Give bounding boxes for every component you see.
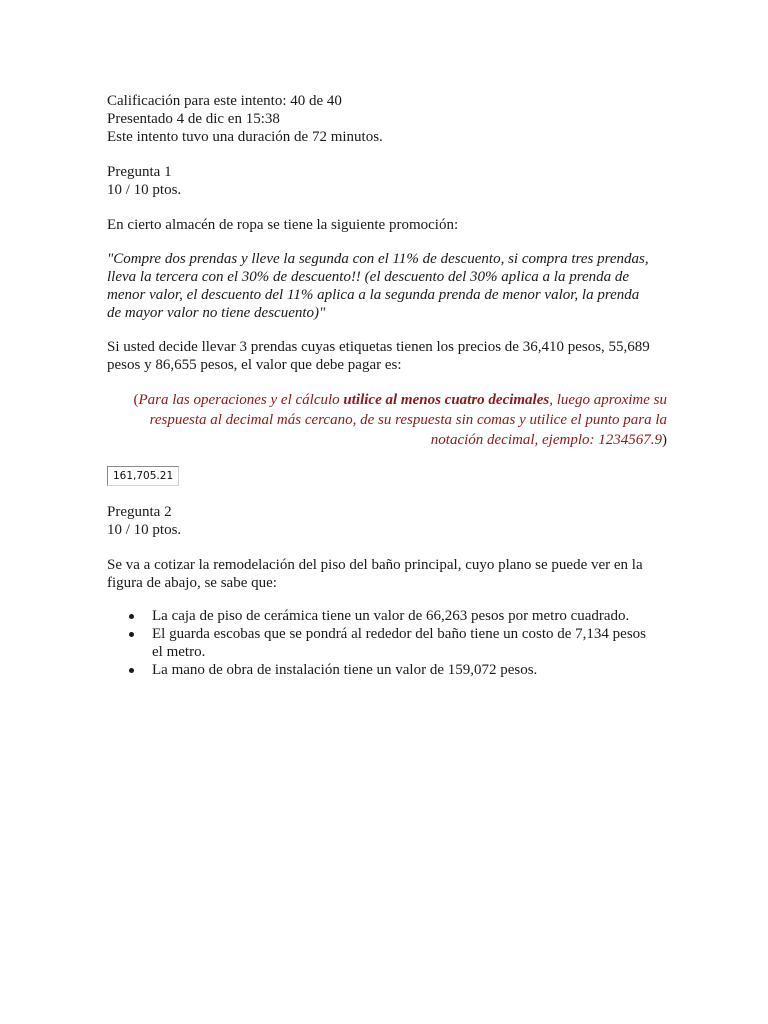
question-2	[107, 503, 667, 679]
note-line-3-text: notación decimal, ejemplo: 1234567.9	[430, 432, 662, 448]
quote-line: menor valor, el descuento del 11% aplica a la segunda prenda de menor valor, la prenda	[107, 287, 640, 303]
duration-text: Este intento tuvo una duración de 72 minutos.	[107, 129, 383, 145]
question-1	[107, 163, 667, 486]
note-bold: utilice al menos cuatro decimales	[343, 392, 550, 408]
bullet-icon	[129, 632, 134, 637]
quote-line: de mayor valor no tiene descuento)"	[107, 305, 326, 321]
note-line-1	[107, 390, 667, 410]
note-part-1: Para las operaciones y el cálculo	[138, 392, 344, 408]
note-open-paren: (	[133, 392, 139, 408]
question-line: pesos y 86,655 pesos, el valor que debe pagar es:	[107, 357, 402, 373]
question-1-intro: En cierto almacén de ropa se tiene la siguiente promoción:	[107, 217, 459, 233]
answer-field[interactable]: 161,705.21	[107, 466, 179, 486]
note-part-2: , luego aproxime su	[549, 392, 667, 408]
question-2-points: 10 / 10 ptos.	[107, 522, 182, 538]
rounding-instructions	[107, 390, 667, 450]
list-item-text-cont: el metro.	[152, 644, 206, 660]
question-2-title: Pregunta 2	[107, 504, 172, 520]
intro-line: figura de abajo, se sabe que:	[107, 575, 277, 591]
intro-line: Se va a cotizar la remodelación del piso del baño principal, cuyo plano se puede ver en la	[107, 557, 643, 573]
question-1-text	[107, 338, 667, 374]
grade-text: Calificación para este intento: 40 de 40	[107, 93, 342, 109]
list-item-text: La caja de piso de cerámica tiene un valor de 66,263 pesos por metro cuadrado.	[152, 608, 630, 624]
note-close-paren: )	[662, 432, 667, 448]
quote-line: lleva la tercera con el 30% de descuento!! (el descuento del 30% aplica a la prenda de	[107, 269, 630, 285]
list-item	[107, 661, 667, 679]
bullet-icon	[129, 668, 134, 673]
note-line-2: respuesta al decimal más cercano, de su respuesta sin comas y utilice el punto para la	[149, 412, 667, 428]
question-1-title: Pregunta 1	[107, 164, 172, 180]
question-1-points: 10 / 10 ptos.	[107, 182, 182, 198]
question-line: Si usted decide llevar 3 prendas cuyas etiquetas tienen los precios de 36,410 pesos, 55,689	[107, 339, 650, 355]
promotion-quote	[107, 250, 667, 322]
list-item	[107, 625, 667, 661]
conditions-list	[107, 607, 667, 679]
note-line-3	[107, 430, 667, 450]
submitted-text: Presentado 4 de dic en 15:38	[107, 111, 280, 127]
quote-line: "Compre dos prendas y lleve la segunda con el 11% de descuento, si compra tres prendas,	[107, 251, 649, 267]
list-item	[107, 607, 667, 625]
question-2-intro	[107, 556, 667, 592]
list-item-text: El guarda escobas que se pondrá al rededor del baño tiene un costo de 7,134 pesos	[152, 626, 647, 642]
document-page	[107, 92, 667, 679]
list-item-text: La mano de obra de instalación tiene un valor de 159,072 pesos.	[152, 662, 538, 678]
attempt-summary	[107, 92, 667, 146]
bullet-icon	[129, 614, 134, 619]
